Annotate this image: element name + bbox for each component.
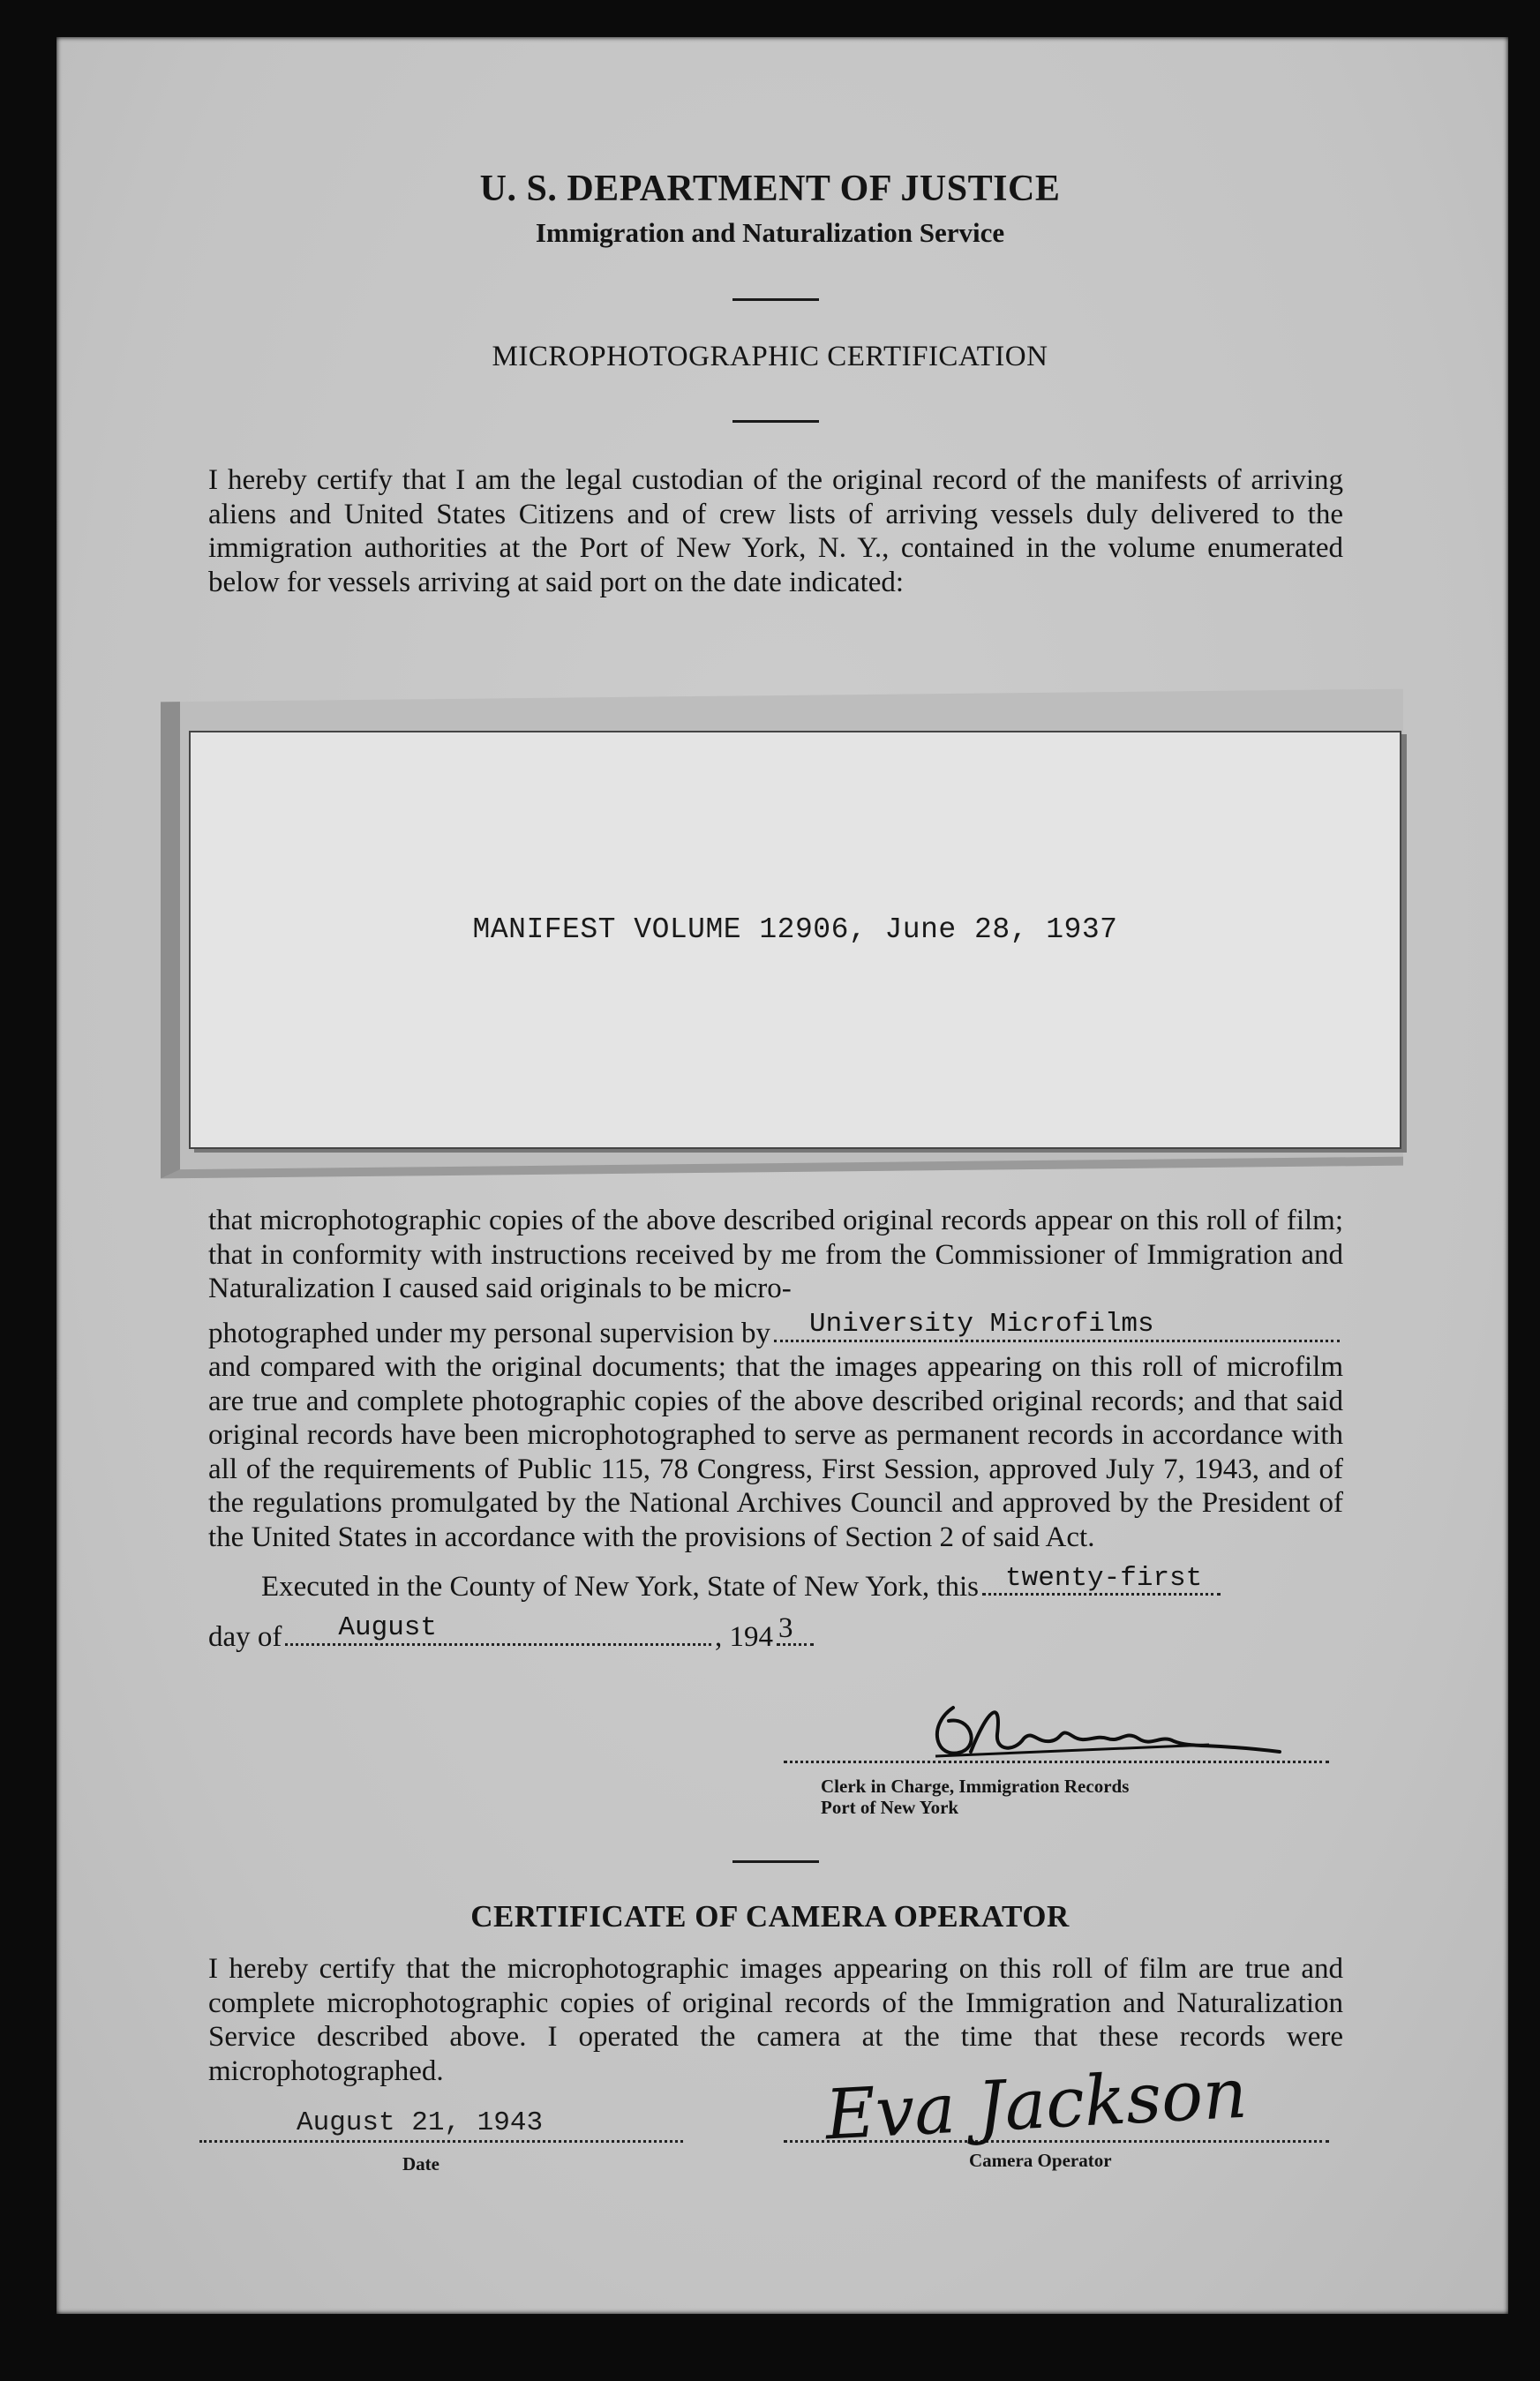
year-field — [777, 1612, 814, 1646]
date-signature-line — [199, 2140, 683, 2143]
executed-day: twenty-first — [1005, 1562, 1203, 1594]
divider — [732, 1860, 819, 1863]
date-label: Date — [402, 2153, 439, 2174]
month-field — [285, 1612, 711, 1646]
operator-label: Camera Operator — [969, 2150, 1112, 2171]
supervisor-name: University Microfilms — [808, 1309, 1154, 1340]
supervision-prefix: photographed under my personal supervision by — [208, 1317, 770, 1349]
camera-certificate-title: CERTIFICATE OF CAMERA OPERATOR — [470, 1899, 1070, 1934]
supervision-line — [208, 1309, 1343, 1351]
divider — [732, 420, 819, 423]
clerk-title — [821, 1776, 1129, 1818]
clerk-signature-image — [918, 1690, 1288, 1774]
body-paragraph-start: that microphotographic copies of the above described original records appear on this roll of film; that in conformity with instructions received by me from the Commissioner of Immigration and Naturalization I caused said originals to be micro- — [208, 1205, 1343, 1304]
department-heading: U. S. DEPARTMENT OF JUSTICE — [479, 169, 1061, 209]
date-line — [208, 1612, 817, 1655]
operator-signature: Eva Jackson — [823, 2054, 1250, 2156]
executed-day-field — [982, 1562, 1221, 1596]
executed-line — [208, 1562, 1343, 1604]
divider — [732, 298, 819, 301]
certification-title: MICROPHOTOGRAPHIC CERTIFICATION — [492, 341, 1048, 372]
camera-certificate-paragraph: I hereby certify that the microphotographic images appearing on this roll of film are true and complete microphotographic copies of original records of the Immigration and Naturalization Service described above. I operated the camera at the time that these records were microphotographed. — [208, 1953, 1343, 2087]
year-digit: 3 — [778, 1612, 793, 1644]
clerk-title-line-1: Clerk in Charge, Immigration Records — [821, 1776, 1130, 1797]
certification-body — [208, 1204, 1343, 1654]
executed-prefix: Executed in the County of New York, State of New York, this — [261, 1571, 980, 1603]
supervisor-field — [774, 1309, 1340, 1342]
intro-paragraph: I hereby certify that I am the legal custodian of the original record of the manifests of arriving aliens and United States Citizens and of crew lists of arriving vessels duly delivered to the immigration authorities at the Port of New York, N. Y., contained in the volume enumerated below for vessels arriving at said port on the date indicated: — [208, 464, 1343, 598]
day-of-label: day of — [208, 1620, 282, 1653]
body-paragraph-rest: and compared with the original documents; that the images appearing on this roll of microfilm are true and complete photographic copies of the above described original records; and that said original records have been microphotographed to serve as permanent records in accordance with all of the requirements of Public 115, 78 Congress, First Session, approved July 7, 1943, and of the regulations promulgated by the National Archives Council and approved by the President of the United States in accordance with the provisions of Section 2 of said Act. — [208, 1351, 1343, 1553]
year-prefix: , 194 — [715, 1620, 773, 1653]
month-value: August — [338, 1612, 438, 1643]
manifest-volume-text: MANIFEST VOLUME 12906, June 28, 1937 — [472, 913, 1118, 946]
manifest-card — [189, 731, 1401, 1149]
certificate-date: August 21, 1943 — [297, 2107, 544, 2138]
clerk-title-line-2: Port of New York — [821, 1797, 959, 1818]
service-subheading: Immigration and Naturalization Service — [535, 217, 1005, 248]
